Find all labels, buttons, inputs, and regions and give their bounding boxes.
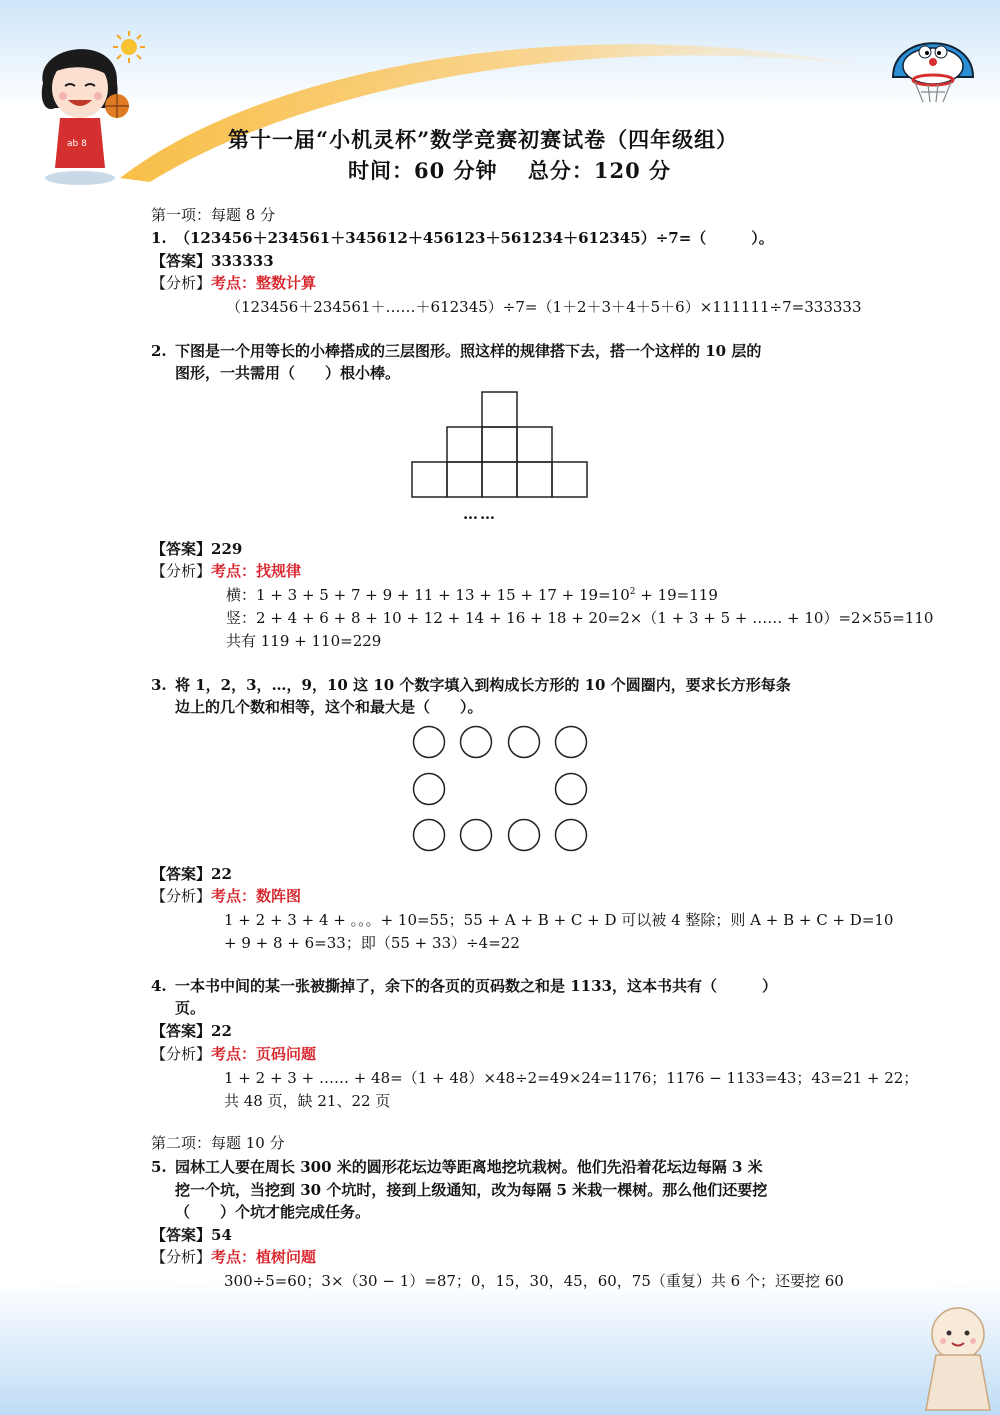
question-text: （123456＋234561＋345612＋456123＋561234＋612345）÷7=（ ）。 [175, 229, 774, 247]
work-line: 1 + 2 + 3 + 4 + 。。。+ 10=55；55 + A + B + C + D 可以被 4 整除；则 A + B + C + D=10 [224, 911, 894, 929]
section-2-label: 第二项：每题 10 分 [151, 1134, 285, 1152]
work-line: 竖：2 + 4 + 6 + 8 + 10 + 12 + 14 + 16 + 18 + 20=2×（1 + 3 + 5 + …… + 10）=2×55=110 [226, 609, 934, 627]
key-point: 考点：整数计算 [211, 274, 317, 292]
square [447, 462, 482, 497]
answer-2 [151, 538, 242, 559]
question-number: 4. [151, 977, 167, 995]
answer-value: 333333 [211, 252, 274, 270]
analysis-3 [151, 885, 301, 906]
question-number: 1. [151, 229, 167, 247]
circle [461, 727, 492, 758]
question-2 [151, 340, 761, 361]
exam-subtitle: 时间：60 分钟 总分：120 分 [348, 158, 671, 183]
section-1-label: 第一项：每题 8 分 [151, 206, 276, 224]
analysis-5 [151, 1246, 316, 1267]
answer-label: 【答案】 [151, 252, 212, 270]
continuation-dots: …… [463, 505, 497, 523]
question-text: 园林工人要在周长 300 米的圆形花坛边等距离地挖坑栽树。他们先沿着花坛边每隔 3 米 [175, 1158, 763, 1176]
circle [509, 727, 540, 758]
circle [414, 820, 445, 851]
question-text: 将 1，2，3，…，9，10 这 10 个数字填入到构成长方形的 10 个圆圈内，要求长方形每条 [175, 676, 791, 694]
square [482, 427, 517, 462]
question-3 [151, 674, 791, 695]
question-4 [151, 975, 777, 996]
key-point: 考点：找规律 [211, 562, 302, 580]
question-5-line-2: 挖一个坑，当挖到 30 个坑时，接到上级通知，改为每隔 5 米栽一棵树。那么他们还要挖 [175, 1181, 768, 1199]
answer-value: 54 [211, 1226, 232, 1244]
work-line: 共有 119 + 110=229 [226, 632, 382, 650]
analysis-4 [151, 1043, 316, 1064]
question-4-line-2: 页。 [175, 999, 206, 1017]
square [517, 427, 552, 462]
question-number: 3. [151, 676, 167, 694]
question-5-line-3: （ ）个坑才能完成任务。 [175, 1203, 371, 1221]
question-5 [151, 1156, 763, 1177]
answer-value: 22 [211, 865, 232, 883]
analysis-label: 【分析】 [151, 274, 212, 292]
square [517, 462, 552, 497]
circle [556, 727, 587, 758]
square [447, 427, 482, 462]
circle [461, 820, 492, 851]
work-line: 300÷5=60；3×（30 − 1）=87；0，15，30，45，60，75（重复）共 6 个；还要挖 60 [224, 1272, 844, 1290]
circle [556, 820, 587, 851]
work-text: + 19=119 [635, 586, 718, 604]
question-number: 2. [151, 342, 167, 360]
answer-value: 229 [211, 540, 243, 558]
circle-rectangle-figure [410, 723, 590, 853]
key-point: 考点：植树问题 [211, 1248, 317, 1266]
work-line: 1 + 2 + 3 + …… + 48=（1 + 48）×48÷2=49×24=1176；1176 − 1133=43；43=21 + 22； [224, 1069, 919, 1087]
doll-icon [918, 1300, 998, 1412]
answer-3 [151, 863, 232, 884]
answer-4 [151, 1020, 232, 1041]
square [552, 462, 587, 497]
square [412, 462, 447, 497]
analysis-label: 【分析】 [151, 1248, 212, 1266]
analysis-label: 【分析】 [151, 1045, 212, 1063]
analysis-2 [151, 560, 301, 581]
question-number: 5. [151, 1158, 167, 1176]
circle [414, 727, 445, 758]
answer-5 [151, 1224, 232, 1245]
answer-label: 【答案】 [151, 540, 212, 558]
stick-pyramid-figure [410, 391, 590, 499]
circle [556, 774, 587, 805]
key-point: 考点：数阵图 [211, 887, 302, 905]
question-text: 下图是一个用等长的小棒搭成的三层图形。照这样的规律搭下去，搭一个这样的 10 层的 [175, 342, 762, 360]
circle [509, 820, 540, 851]
analysis-1 [151, 272, 316, 293]
question-3-line-2: 边上的几个数和相等，这个和最大是（ ）。 [175, 698, 483, 716]
work-line [226, 584, 718, 605]
answer-label: 【答案】 [151, 1022, 212, 1040]
work-text: 横：1 + 3 + 5 + 7 + 9 + 11 + 13 + 15 + 17 + 19=10 [226, 586, 630, 604]
analysis-label: 【分析】 [151, 562, 212, 580]
cat-basketball-hoop-icon [888, 22, 978, 107]
question-1 [151, 227, 774, 248]
circle [414, 774, 445, 805]
answer-label: 【答案】 [151, 865, 212, 883]
answer-1 [151, 250, 274, 271]
sun-icon [112, 30, 146, 64]
analysis-label: 【分析】 [151, 887, 212, 905]
answer-label: 【答案】 [151, 1226, 212, 1244]
svg-text:ab 8: ab 8 [67, 139, 87, 149]
key-point: 考点：页码问题 [211, 1045, 317, 1063]
answer-value: 22 [211, 1022, 232, 1040]
work-line: + 9 + 8 + 6=33；即（55 + 33）÷4=22 [224, 934, 520, 952]
square [482, 392, 517, 427]
exponent: 2 [629, 587, 636, 597]
work-line: 共 48 页，缺 21、22 页 [224, 1092, 391, 1110]
question-2-line-2: 图形，一共需用（ ）根小棒。 [175, 364, 401, 382]
exam-title: 第十一届“小机灵杯”数学竞赛初赛试卷（四年级组） [228, 127, 739, 152]
work-line: （123456＋234561＋……＋612345）÷7=（1＋2＋3＋4＋5＋6）×111111÷7=333333 [226, 298, 862, 316]
square [482, 462, 517, 497]
question-text: 一本书中间的某一张被撕掉了，余下的各页的页码数之和是 1133，这本书共有（ ） [175, 977, 777, 995]
